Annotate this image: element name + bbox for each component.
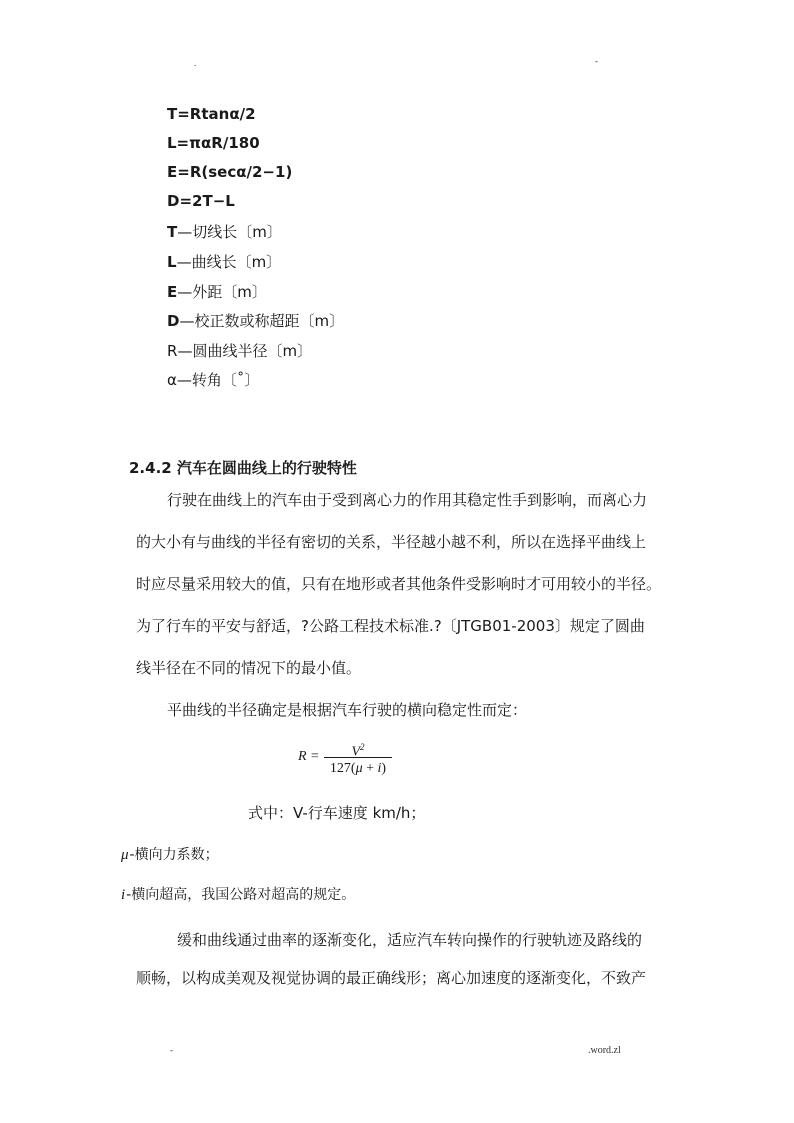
formula-denominator [324,758,392,778]
denominator-plus: + [362,761,378,776]
variable-i [121,884,355,904]
definition-E [167,281,267,302]
paragraph-line: 为了行车的平安与舒适，?公路工程技术标准.?〔JTGB01-2003〕规定了圆曲 [136,617,645,635]
footer-site-text: .word.zl [588,1045,621,1056]
variable-text: -横向力系数； [129,847,219,863]
definition-text: —曲线长〔m〕 [176,253,282,271]
formula-curve-length: L=παR/180 [167,134,260,152]
numerator-variable: V [351,744,361,760]
definition-symbol: E [167,283,178,301]
definition-text: —转角〔˚〕 [176,371,260,389]
definition-symbol: R [167,342,178,360]
formula-fraction [324,737,392,778]
variable-symbol: μ [121,847,129,863]
paragraph-line: 线半径在不同的情况下的最小值。 [136,659,362,677]
variable-text: -横向超高，我国公路对超高的规定。 [126,887,356,903]
definition-text: —切线长〔m〕 [177,223,282,241]
paragraph-line: 平曲线的半径确定是根据汽车行驶的横向稳定性而定： [167,701,528,719]
paragraph-line: 时应尽量采用较大的值，只有在地形或者其他条件受影响时才可用较小的半径。 [136,575,662,593]
formula-lhs: R = [298,749,320,764]
header-right-mark: - [595,56,598,66]
definition-alpha [167,369,259,390]
definition-symbol: T [167,223,178,241]
formula-external-distance: E=R(secα/2−1) [167,163,293,181]
definition-T [167,221,282,242]
where-line: 式中：V-行车速度 km/h； [248,804,426,822]
paragraph-line: 顺畅，以构成美观及视觉协调的最正确线形；离心加速度的逐渐变化，不致产 [136,969,647,987]
variable-symbol: i [121,887,126,903]
numerator-exponent: 2 [360,742,365,752]
definition-symbol: α [167,371,177,389]
denominator-mu: μ [355,761,363,776]
formula-numerator [324,737,392,760]
paragraph-line: 缓和曲线通过曲率的逐渐变化，适应汽车转向操作的行驶轨迹及路线的 [177,931,643,949]
definition-symbol: D [167,312,180,330]
formula-correction: D=2T−L [167,192,235,210]
definition-text: —外距〔m〕 [177,283,267,301]
section-heading: 2.4.2 汽车在圆曲线上的行驶特性 [129,459,357,477]
definition-text: —圆曲线半径〔m〕 [177,342,313,360]
definition-R [167,340,312,361]
paragraph-line: 的大小有与曲线的半径有密切的关系，半径越小越不利，所以在选择平曲线上 [136,533,647,551]
definition-symbol: L [167,253,177,271]
denominator-i: i [377,761,382,776]
formula-tangent-length: T=Rtanα/2 [167,105,256,123]
definition-L [167,251,281,272]
definition-D [167,310,344,331]
footer-left-mark: - [170,1045,173,1055]
radius-formula [298,737,408,783]
denominator-suffix: ) [381,761,387,776]
definition-text: —校正数或称超距〔m〕 [179,312,345,330]
variable-mu [121,844,219,864]
header-left-mark: . [194,58,197,68]
paragraph-line: 行驶在曲线上的汽车由于受到离心力的作用其稳定性手到影响，而离心力 [167,491,648,509]
denominator-prefix: 127( [329,761,356,776]
